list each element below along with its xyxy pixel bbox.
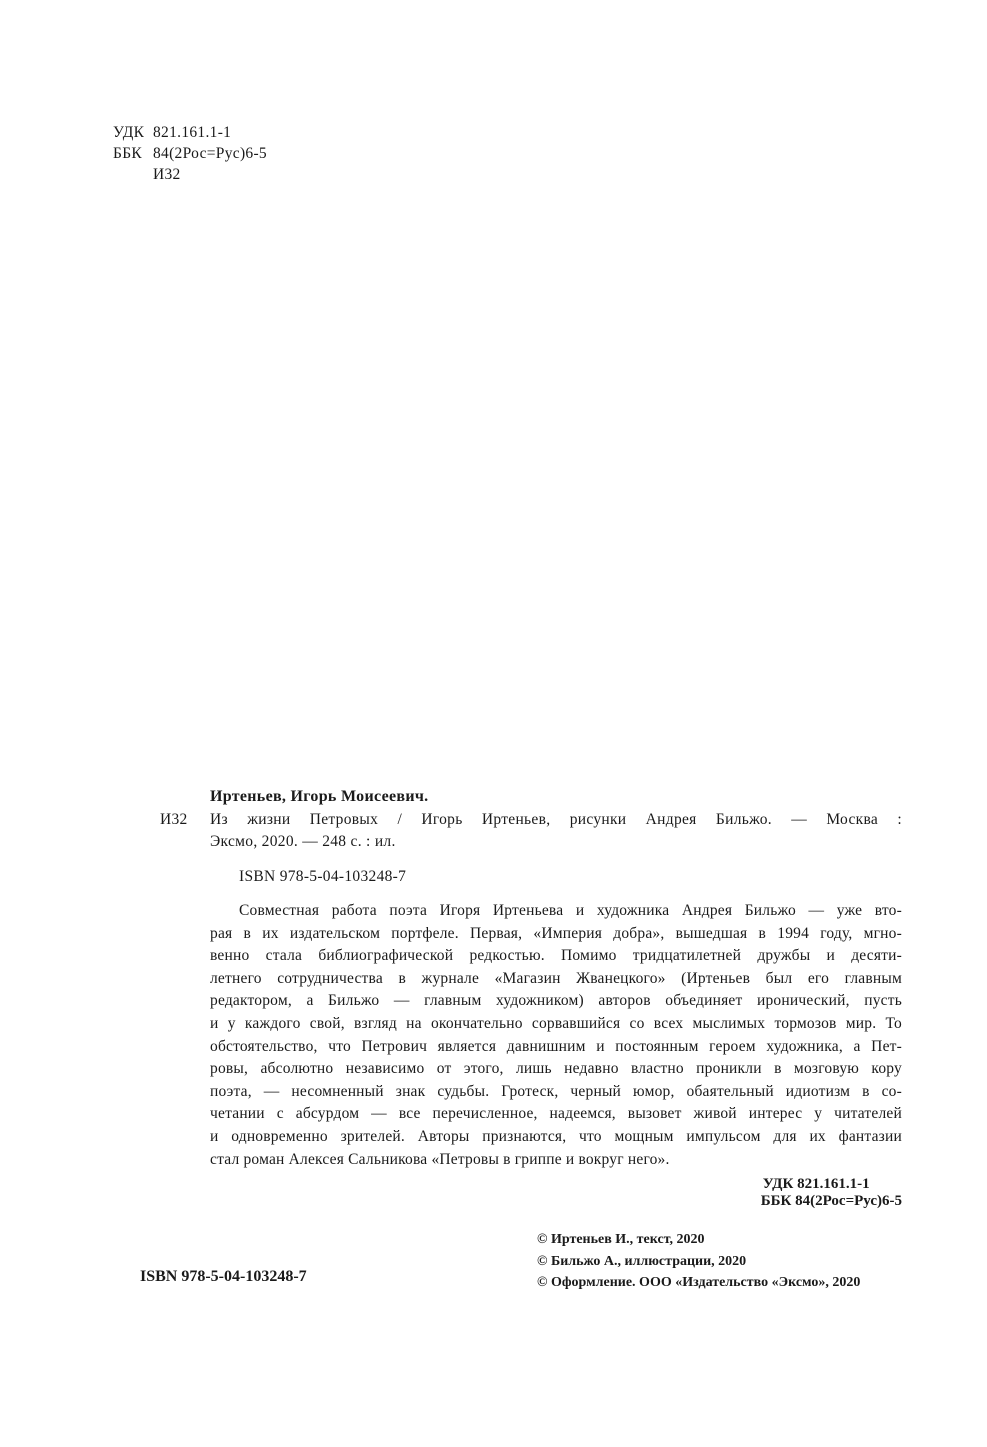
record-isbn: ISBN 978-5-04-103248-7 (239, 868, 407, 885)
author-mark: И32 (153, 166, 181, 183)
udk-code: УДК 821.161.1-1 (762, 1176, 870, 1192)
annotation-line: поэта, — несомненный знак судьбы. Гротеск, черный юмор, обаятельный идиотизм в со- (210, 1082, 902, 1100)
bbk-row (113, 144, 267, 165)
annotation-line: летнего сотрудничества в журнале «Магазин Жванецкого» (Иртеньев был его главным (210, 969, 902, 987)
classification-codes-bold (761, 1176, 902, 1210)
annotation-line: обстоятельство, что Петрович является давнишним и постоянным героем художника, а Пет- (210, 1037, 902, 1055)
bbk-label: ББК (113, 145, 143, 162)
annotation-line: венно стала библиографической редкостью. Помимо тридцатилетней дружбы и десяти- (210, 947, 902, 965)
annotation-line: ровы, абсолютно независимо от этого, лишь недавно властно проникли в мозговую кору (210, 1060, 902, 1078)
annotation-line: и одновременно зрителей. Авторы признаются, что мощным импульсом для их фантазии (210, 1127, 902, 1145)
udk-row (113, 123, 267, 144)
publication-details: Эксмо, 2020. — 248 с. : ил. (210, 833, 396, 850)
annotation-line: рая в их издательском портфеле. Первая, «Империя добра», вышедшая в 1994 году, мгно- (210, 924, 902, 942)
annotation-line: редактором, а Бильжо — главным художником) авторов объединяет иронический, пусть (210, 992, 902, 1010)
title-statement: Из жизни Петровых / Игорь Иртеньев, рисунки Андрея Бильжо. — Москва : (210, 811, 902, 828)
copyright-line: © Бильжо А., иллюстрации, 2020 (537, 1253, 747, 1269)
copyright-block (537, 1229, 860, 1294)
udk-value: 821.161.1-1 (153, 124, 232, 141)
annotation-line: и у каждого свой, взгляд на окончательно сорвавшийся со всех мыслимых тормозов мир. То (210, 1014, 902, 1032)
record-author-mark: И32 (160, 811, 188, 828)
annotation-line: четании с абсурдом — все перечисленное, надеемся, вызовет живой интерес у читателей (210, 1105, 902, 1123)
classification-codes (113, 123, 267, 186)
annotation-line: Совместная работа поэта Игоря Иртеньева и художника Андрея Бильжо — уже вто- (239, 902, 902, 919)
author-heading: Иртеньев, Игорь Моисеевич. (210, 788, 429, 805)
bbk-value: 84(2Рос=Рус)6-5 (153, 145, 267, 162)
copyright-line: © Оформление. ООО «Издательство «Эксмо», 2020 (537, 1275, 861, 1290)
cutter-row (113, 165, 267, 186)
udk-label: УДК (113, 124, 145, 141)
isbn-number: ISBN 978-5-04-103248-7 (140, 1268, 307, 1285)
bbk-code: ББК 84(2Рос=Рус)6-5 (760, 1193, 902, 1209)
copyright-line: © Иртеньев И., текст, 2020 (537, 1232, 705, 1247)
annotation-paragraph (210, 900, 902, 1171)
annotation-line: стал роман Алексея Сальникова «Петровы в гриппе и вокруг него». (210, 1150, 670, 1168)
